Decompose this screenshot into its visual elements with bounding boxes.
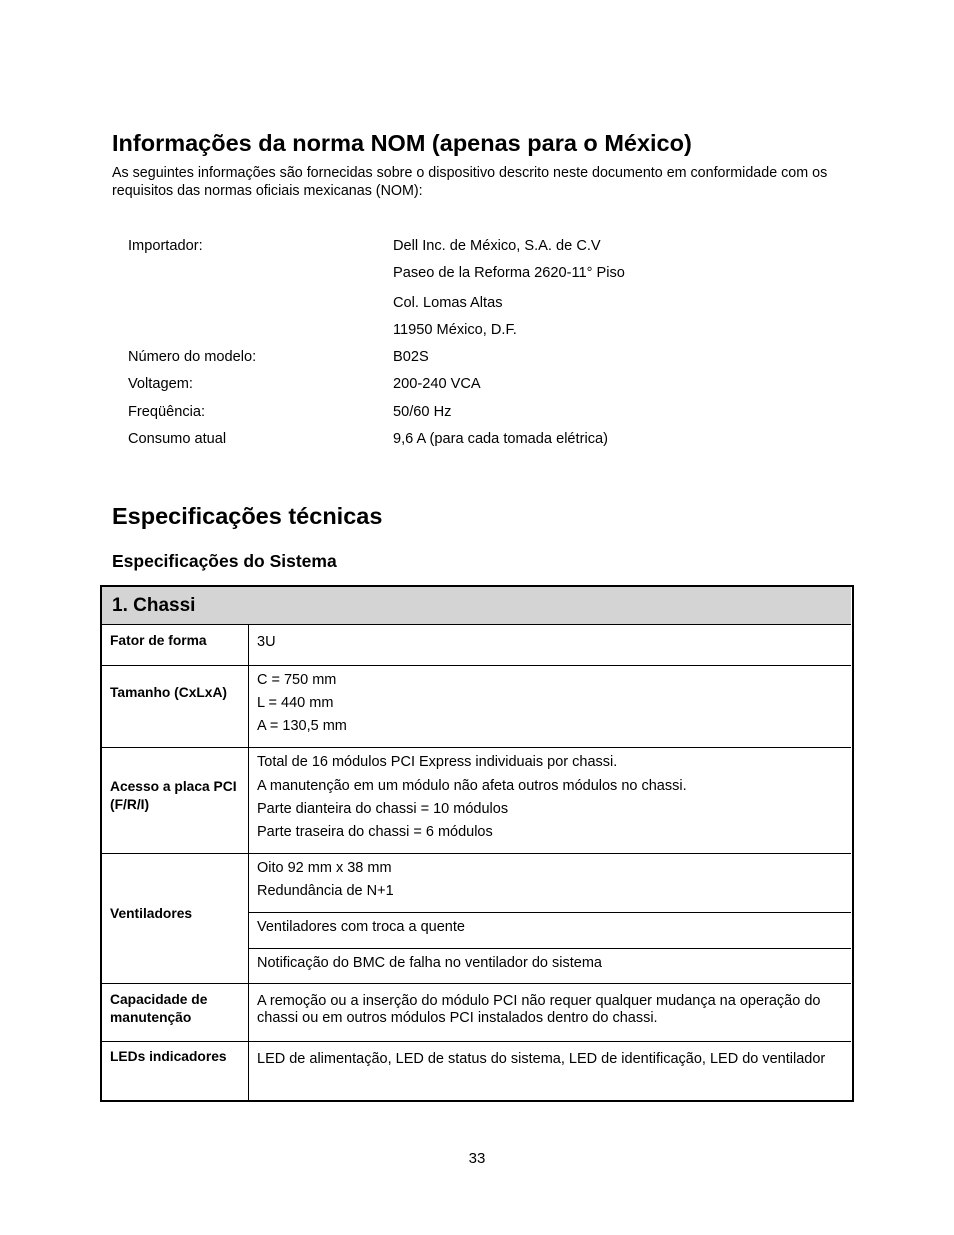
row-divider <box>102 1041 851 1042</box>
row-divider <box>102 747 851 748</box>
row-value-fans-3: Ventiladores com troca a quente <box>257 919 465 935</box>
row-label-serviceability: Capacidade de manutenção <box>110 992 208 1025</box>
row-value-pci-4: Parte traseira do chassi = 6 módulos <box>257 824 493 840</box>
row-value-size-2: L = 440 mm <box>257 695 334 711</box>
row-divider <box>248 912 851 913</box>
row-label-size: Tamanho (CxLxA) <box>110 685 228 700</box>
row-label-pci-access: Acesso a placa PCI (F/R/I) <box>110 779 237 812</box>
row-value-size-3: A = 130,5 mm <box>257 718 347 734</box>
nom-label-frequency: Freqüência: <box>128 404 206 420</box>
page-number: 33 <box>468 1150 486 1167</box>
row-value-form-factor: 3U <box>257 634 276 650</box>
column-divider <box>248 625 249 1100</box>
row-value-serviceability: A remoção ou a inserção do módulo PCI não requer qualquer mudança na operação do chassi ou em outros módulos PCI instalados dentro do chassi. <box>257 993 821 1026</box>
nom-label-importer: Importador: <box>128 238 203 254</box>
page-title: Informações da norma NOM (apenas para o México) <box>112 130 692 156</box>
nom-label-current: Consumo atual <box>128 431 227 447</box>
row-divider <box>102 853 851 854</box>
row-label-form-factor: Fator de forma <box>110 633 207 648</box>
row-divider <box>248 948 851 949</box>
row-value-pci-1: Total de 16 módulos PCI Express individuais por chassi. <box>257 754 618 770</box>
intro-paragraph: As seguintes informações são fornecidas sobre o dispositivo descrito neste documento em conformidade com os requisitos das normas oficiais mexicanas (NOM): <box>112 165 828 199</box>
nom-value-address-3: 11950 México, D.F. <box>393 322 517 338</box>
nom-value-address-2: Col. Lomas Altas <box>393 295 503 311</box>
row-label-fans: Ventiladores <box>110 906 193 921</box>
row-value-size-1: C = 750 mm <box>257 672 337 688</box>
row-value-fans-1: Oito 92 mm x 38 mm <box>257 860 392 876</box>
nom-value-address-1: Paseo de la Reforma 2620-11° Piso <box>393 265 625 281</box>
section-subtitle-system: Especificações do Sistema <box>112 551 337 571</box>
row-divider <box>102 665 851 666</box>
row-value-leds: LED de alimentação, LED de status do sistema, LED de identificação, LED do ventilador <box>257 1051 826 1067</box>
row-divider <box>102 983 851 984</box>
nom-label-model: Número do modelo: <box>128 349 257 365</box>
nom-value-importer: Dell Inc. de México, S.A. de C.V <box>393 238 601 254</box>
row-value-pci-3: Parte dianteira do chassi = 10 módulos <box>257 801 509 817</box>
chassis-spec-table <box>100 585 854 1102</box>
row-value-pci-2: A manutenção em um módulo não afeta outros módulos no chassi. <box>257 778 687 794</box>
row-label-leds: LEDs indicadores <box>110 1049 227 1064</box>
nom-value-voltage: 200-240 VCA <box>393 376 481 392</box>
section-title-specs: Especificações técnicas <box>112 503 383 529</box>
row-value-fans-2: Redundância de N+1 <box>257 883 394 899</box>
table-header <box>102 587 851 625</box>
nom-value-model: B02S <box>393 349 429 365</box>
nom-value-current: 9,6 A (para cada tomada elétrica) <box>393 431 608 447</box>
table-header-title: 1. Chassi <box>112 595 196 616</box>
row-value-fans-4: Notificação do BMC de falha no ventilador do sistema <box>257 955 602 971</box>
nom-label-voltage: Voltagem: <box>128 376 193 392</box>
nom-value-frequency: 50/60 Hz <box>393 404 452 420</box>
